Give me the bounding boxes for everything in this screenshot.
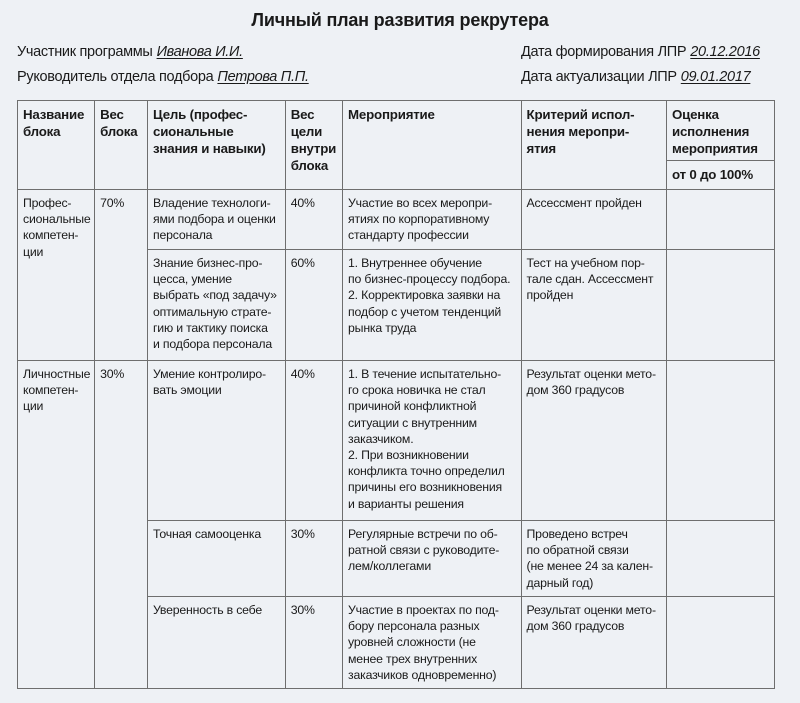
header-block-weight: Вес блока bbox=[95, 101, 148, 190]
score-cell[interactable] bbox=[666, 597, 774, 689]
criterion-cell: Ассессмент пройден bbox=[521, 190, 666, 250]
participant-value: Иванова И.И. bbox=[156, 44, 243, 60]
goal-weight-cell: 40% bbox=[285, 190, 342, 250]
block-name-cell: Личностные компетен- ции bbox=[18, 361, 95, 689]
score-cell[interactable] bbox=[666, 521, 774, 597]
activity-cell: Регулярные встречи по об- ратной связи с руководите- лем/коллегами bbox=[343, 521, 522, 597]
block-weight-cell: 30% bbox=[95, 361, 148, 689]
header-criterion: Критерий испол- нения меропри- ятия bbox=[521, 101, 666, 190]
criterion-cell: Результат оценки мето- дом 360 градусов bbox=[521, 597, 666, 689]
goal-cell: Знание бизнес-про- цесса, умение выбрать «под задачу» оптимальную страте- гию и тактику поиска и подбора персонала bbox=[148, 250, 286, 361]
goal-weight-cell: 60% bbox=[285, 250, 342, 361]
score-cell[interactable] bbox=[666, 250, 774, 361]
criterion-cell: Проведено встреч по обратной связи (не менее 24 за кален- дарный год) bbox=[521, 521, 666, 597]
created-date-value: 20.12.2016 bbox=[690, 44, 760, 60]
activity-cell: 1. Внутреннее обучение по бизнес-процессу подбора. 2. Корректировка заявки на подбор с учетом тенденций рынка труда bbox=[343, 250, 522, 361]
development-plan-table bbox=[17, 100, 775, 689]
goal-cell: Умение контролиро- вать эмоции bbox=[148, 361, 286, 521]
manager-value: Петрова П.П. bbox=[217, 69, 309, 85]
score-cell[interactable] bbox=[666, 190, 774, 250]
manager-field bbox=[17, 69, 309, 85]
header-goal: Цель (профес- сиональные знания и навыки) bbox=[148, 101, 286, 190]
header-activity: Мероприятие bbox=[343, 101, 522, 190]
activity-cell: Участие в проектах по под- бору персонала разных уровней сложности (не менее трех внутренних заказчиков одновременно) bbox=[343, 597, 522, 689]
block-name-cell: Профес- сиональные компетен- ции bbox=[18, 190, 95, 361]
criterion-cell: Результат оценки мето- дом 360 градусов bbox=[521, 361, 666, 521]
header-score: Оценка исполнения мероприятия bbox=[666, 101, 774, 161]
score-cell[interactable] bbox=[666, 361, 774, 521]
header-block-name: Название блока bbox=[18, 101, 95, 190]
document-title: Личный план развития рекрутера bbox=[251, 10, 549, 30]
updated-date-label: Дата актуализации ЛПР bbox=[521, 69, 677, 85]
criterion-cell: Тест на учебном пор- тале сдан. Ассессмент пройден bbox=[521, 250, 666, 361]
header-row bbox=[18, 101, 775, 161]
table-row bbox=[18, 190, 775, 250]
goal-weight-cell: 30% bbox=[285, 521, 342, 597]
goal-weight-cell: 40% bbox=[285, 361, 342, 521]
activity-cell: 1. В течение испытательно- го срока новичка не стал причиной конфликтной ситуации с внутренним заказчиком. 2. При возникновении конфликта точно определил причины его возникновения и варианты решения bbox=[343, 361, 522, 521]
manager-label: Руководитель отдела подбора bbox=[17, 69, 214, 85]
activity-cell: Участие во всех меропри- ятиях по корпоративному стандарту профессии bbox=[343, 190, 522, 250]
header-score-range: от 0 до 100% bbox=[666, 161, 774, 190]
updated-date-value: 09.01.2017 bbox=[680, 69, 751, 85]
table-row bbox=[18, 361, 775, 521]
block-weight-cell: 70% bbox=[95, 190, 148, 361]
goal-cell: Уверенность в себе bbox=[148, 597, 286, 689]
created-date-field bbox=[521, 44, 760, 60]
goal-cell: Владение технологи- ями подбора и оценки персонала bbox=[148, 190, 286, 250]
updated-date-field bbox=[521, 69, 750, 85]
goal-weight-cell: 30% bbox=[285, 597, 342, 689]
participant-label: Участник программы bbox=[17, 44, 153, 60]
goal-cell: Точная самооценка bbox=[148, 521, 286, 597]
header-goal-weight: Вес цели внутри блока bbox=[285, 101, 342, 190]
participant-field bbox=[17, 44, 243, 60]
created-date-label: Дата формирования ЛПР bbox=[521, 44, 687, 60]
